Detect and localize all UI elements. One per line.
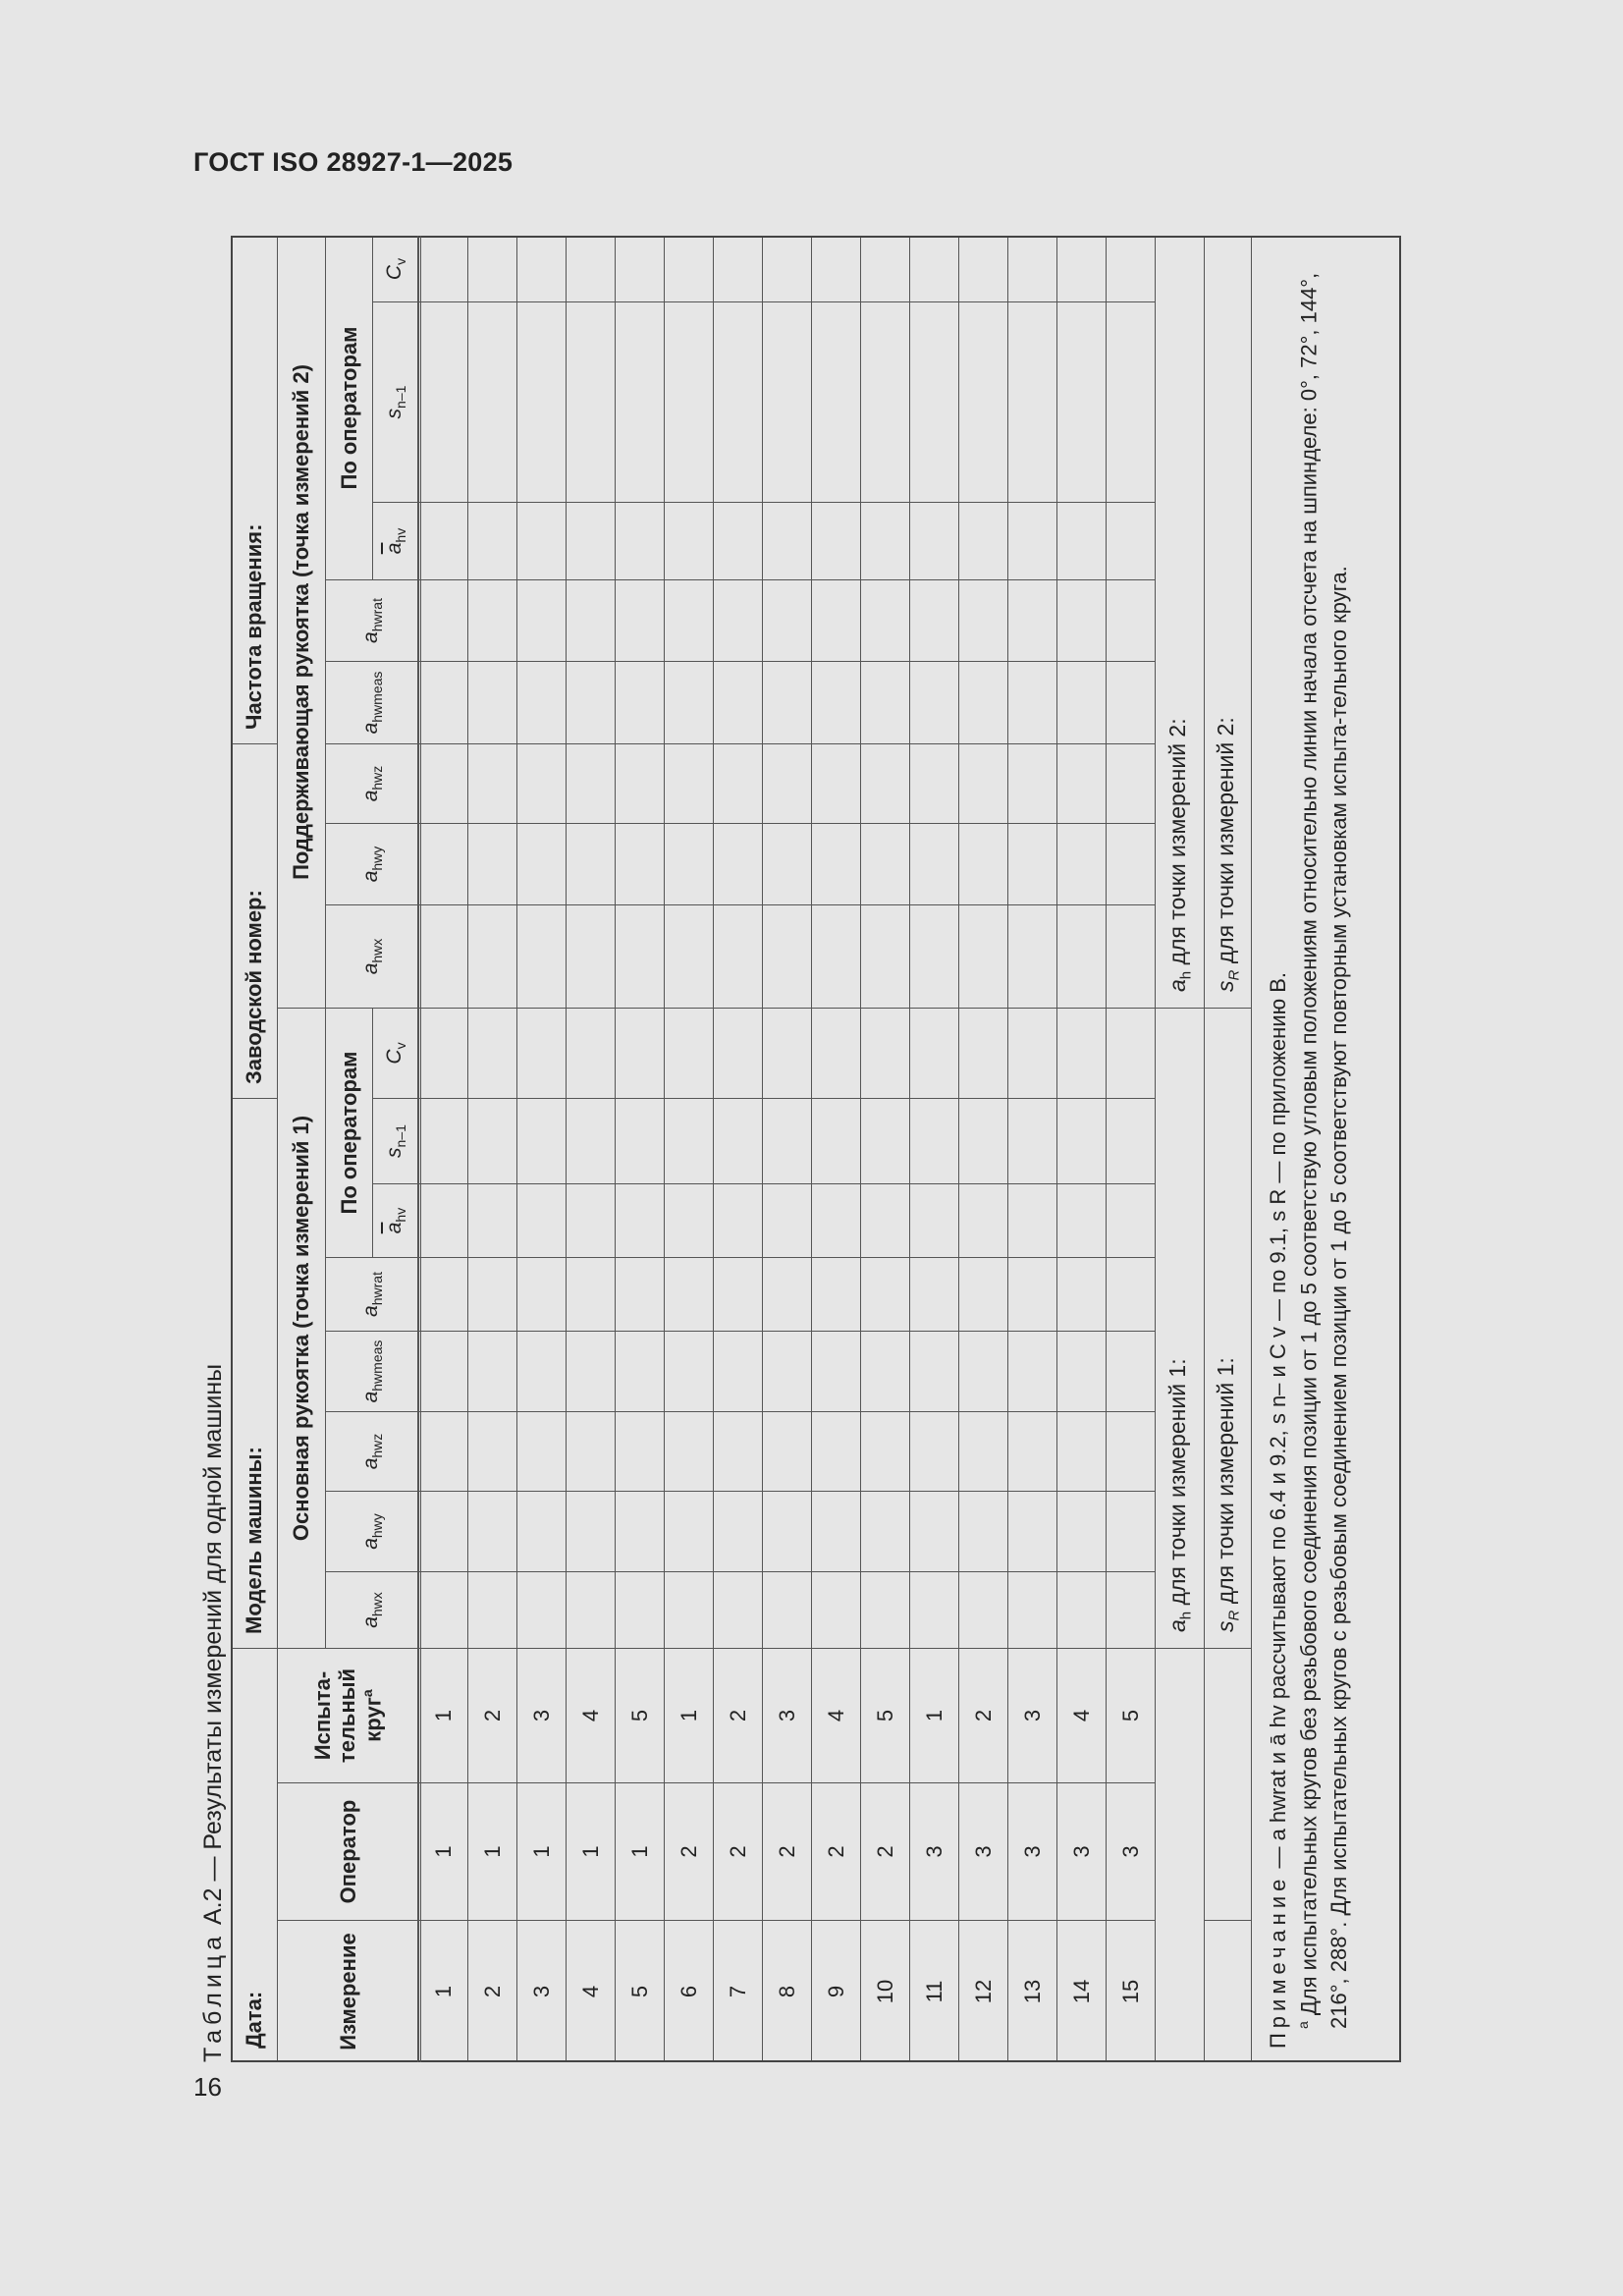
symbol-subscript: hwx xyxy=(369,938,386,963)
symbol-letter: a xyxy=(358,1538,382,1550)
row-measurement: 9 xyxy=(812,1920,861,2062)
row-operator: 2 xyxy=(861,1782,910,1920)
row-operator: 3 xyxy=(959,1782,1008,1920)
symbol-letter: a xyxy=(358,722,382,735)
support-header-by-operators: По операторам xyxy=(326,236,373,579)
table-frame xyxy=(231,236,1401,2062)
row-test-wheel: 5 xyxy=(616,1648,665,1782)
symbol-subscript: v xyxy=(393,257,409,265)
symbol-letter: s xyxy=(1213,980,1239,992)
caption-prefix: Таблица xyxy=(199,1931,227,2062)
symbol-letter: a xyxy=(358,631,382,643)
row-operator: 1 xyxy=(517,1782,567,1920)
row-test-wheel: 4 xyxy=(1057,1648,1107,1782)
document-id: ГОСТ ISO 28927-1—2025 xyxy=(193,147,514,177)
footnote-ref: а xyxy=(359,1689,376,1698)
symbol-letter: a xyxy=(358,870,382,883)
row-operator: 1 xyxy=(567,1782,616,1920)
measurement-table xyxy=(231,236,1401,2062)
row-measurement: 15 xyxy=(1107,1920,1156,2062)
symbol-subscript: hwrat xyxy=(369,598,386,632)
symbol-letter: C xyxy=(382,1049,406,1065)
symbol-letter: a xyxy=(1164,979,1191,992)
row-test-wheel: 1 xyxy=(665,1648,714,1782)
row-operator: 2 xyxy=(714,1782,763,1920)
symbol-letter: a xyxy=(358,1457,382,1470)
header-operator: Оператор xyxy=(278,1782,419,1920)
row-operator: 3 xyxy=(1107,1782,1156,1920)
row-test-wheel: 3 xyxy=(1008,1648,1057,1782)
row-measurement: 1 xyxy=(419,1920,468,2062)
symbol-letter: a xyxy=(358,1616,382,1628)
row-measurement: 14 xyxy=(1057,1920,1107,2062)
symbol-letter: a xyxy=(358,1305,382,1317)
speed-field: Частота вращения: xyxy=(231,236,278,743)
row-test-wheel: 4 xyxy=(567,1648,616,1782)
symbol-letter: a xyxy=(1164,1619,1191,1632)
symbol-subscript: hwx xyxy=(369,1592,386,1617)
header-support-handle: Поддерживающая рукоятка (точка измерений 2) xyxy=(278,236,326,1008)
header-measurement: Измерение xyxy=(278,1920,419,2062)
row-test-wheel: 2 xyxy=(468,1648,517,1782)
row-operator: 2 xyxy=(763,1782,812,1920)
row-test-wheel: 4 xyxy=(812,1648,861,1782)
test-wheel-label: Испыта- тельный круг$^а$ xyxy=(309,1667,386,1764)
row-test-wheel: 5 xyxy=(1107,1648,1156,1782)
row-measurement: 7 xyxy=(714,1920,763,2062)
row-measurement: 10 xyxy=(861,1920,910,2062)
note-prefix: Примечание xyxy=(1266,1874,1290,2049)
note-text: — a hwrat и ā hv рассчитывают по 6.4 и 9.2, s n– и C v — по 9.1, s R — по приложению В. xyxy=(1266,971,1290,1875)
row-operator: 1 xyxy=(419,1782,468,1920)
symbol-letter: s xyxy=(1213,1620,1239,1632)
symbol-subscript: hwz xyxy=(369,1433,386,1458)
summary-sr-point2-label: $s_R$ для точки измерений 2: xyxy=(1213,717,1243,992)
row-measurement: 8 xyxy=(763,1920,812,2062)
row-operator: 3 xyxy=(1057,1782,1107,1920)
symbol-letter: $\overline{a}$ xyxy=(382,542,406,555)
symbol-subscript: n–1 xyxy=(393,1124,409,1148)
footnote-text: Для испытательных кругов без резьбового соединения позиции от 1 до 5 соответствую угловым положениям относительно линии начала отсчета на шпинделе: 0°, 72°, 144°, 216°, 288°. Для испытательных кругов с резьбовым соединением позиции от 1 до 5 соответствуют повторным установкам испыта-тельного круга. xyxy=(1296,272,1351,2029)
serial-field: Заводской номер: xyxy=(231,743,278,1098)
symbol-subscript: h xyxy=(1177,970,1195,980)
date-field: Дата: xyxy=(231,1648,278,2062)
page-number: 16 xyxy=(193,2072,222,2102)
symbol-subscript: hv xyxy=(393,1207,409,1223)
header-double-rule xyxy=(417,236,421,2062)
symbol-letter: a xyxy=(358,1391,382,1403)
header-main-handle: Основная рукоятка (точка измерений 1) xyxy=(278,1008,326,1648)
symbol-letter: $\overline{a}$ xyxy=(382,1222,406,1234)
row-operator: 2 xyxy=(665,1782,714,1920)
rotated-table-block xyxy=(193,236,1411,2062)
symbol-letter: s xyxy=(382,408,406,419)
summary-ah-point1-label: $a_h$ для точки измерений 1: xyxy=(1164,1358,1195,1632)
row-operator: 1 xyxy=(616,1782,665,1920)
symbol-subscript: R xyxy=(1225,969,1243,981)
row-test-wheel: 1 xyxy=(910,1648,959,1782)
row-test-wheel: 2 xyxy=(714,1648,763,1782)
summary-sr-point1-label: $s_R$ для точки измерений 1: xyxy=(1213,1357,1243,1632)
row-operator: 3 xyxy=(1008,1782,1057,1920)
row-operator: 2 xyxy=(812,1782,861,1920)
symbol-subscript: v xyxy=(393,1042,409,1050)
symbol-letter: C xyxy=(382,264,406,281)
symbol-subscript: hwy xyxy=(369,1513,386,1539)
row-measurement: 2 xyxy=(468,1920,517,2062)
symbol-letter: a xyxy=(358,962,382,975)
row-measurement: 12 xyxy=(959,1920,1008,2062)
symbol-subscript: hwmeas xyxy=(369,1339,386,1392)
row-measurement: 11 xyxy=(910,1920,959,2062)
row-test-wheel: 5 xyxy=(861,1648,910,1782)
footnote-mark: а xyxy=(1294,2021,1311,2029)
row-test-wheel: 2 xyxy=(959,1648,1008,1782)
summary-ah-point2-label: $a_h$ для точки измерений 2: xyxy=(1164,718,1195,992)
caption-text: А.2 — Результаты измерений для одной машины xyxy=(199,1363,227,1932)
main-header-by-operators: По операторам xyxy=(326,1008,373,1257)
symbol-subscript: n–1 xyxy=(393,385,409,409)
row-measurement: 5 xyxy=(616,1920,665,2062)
row-test-wheel: 3 xyxy=(763,1648,812,1782)
row-operator: 1 xyxy=(468,1782,517,1920)
row-measurement: 3 xyxy=(517,1920,567,2062)
symbol-subscript: hwy xyxy=(369,846,386,871)
row-measurement: 6 xyxy=(665,1920,714,2062)
row-measurement: 4 xyxy=(567,1920,616,2062)
row-measurement: 13 xyxy=(1008,1920,1057,2062)
model-field: Модель машины: xyxy=(231,1098,278,1648)
symbol-letter: s xyxy=(382,1147,406,1158)
symbol-subscript: hwrat xyxy=(369,1272,386,1306)
symbol-subscript: hwz xyxy=(369,765,386,791)
symbol-subscript: R xyxy=(1225,1610,1243,1621)
table-caption xyxy=(193,1364,233,2062)
symbol-subscript: h xyxy=(1177,1611,1195,1620)
row-test-wheel: 1 xyxy=(419,1648,468,1782)
symbol-letter: a xyxy=(358,790,382,802)
row-operator: 3 xyxy=(910,1782,959,1920)
symbol-subscript: hwmeas xyxy=(369,671,386,723)
symbol-subscript: hv xyxy=(393,527,409,543)
row-test-wheel: 3 xyxy=(517,1648,567,1782)
